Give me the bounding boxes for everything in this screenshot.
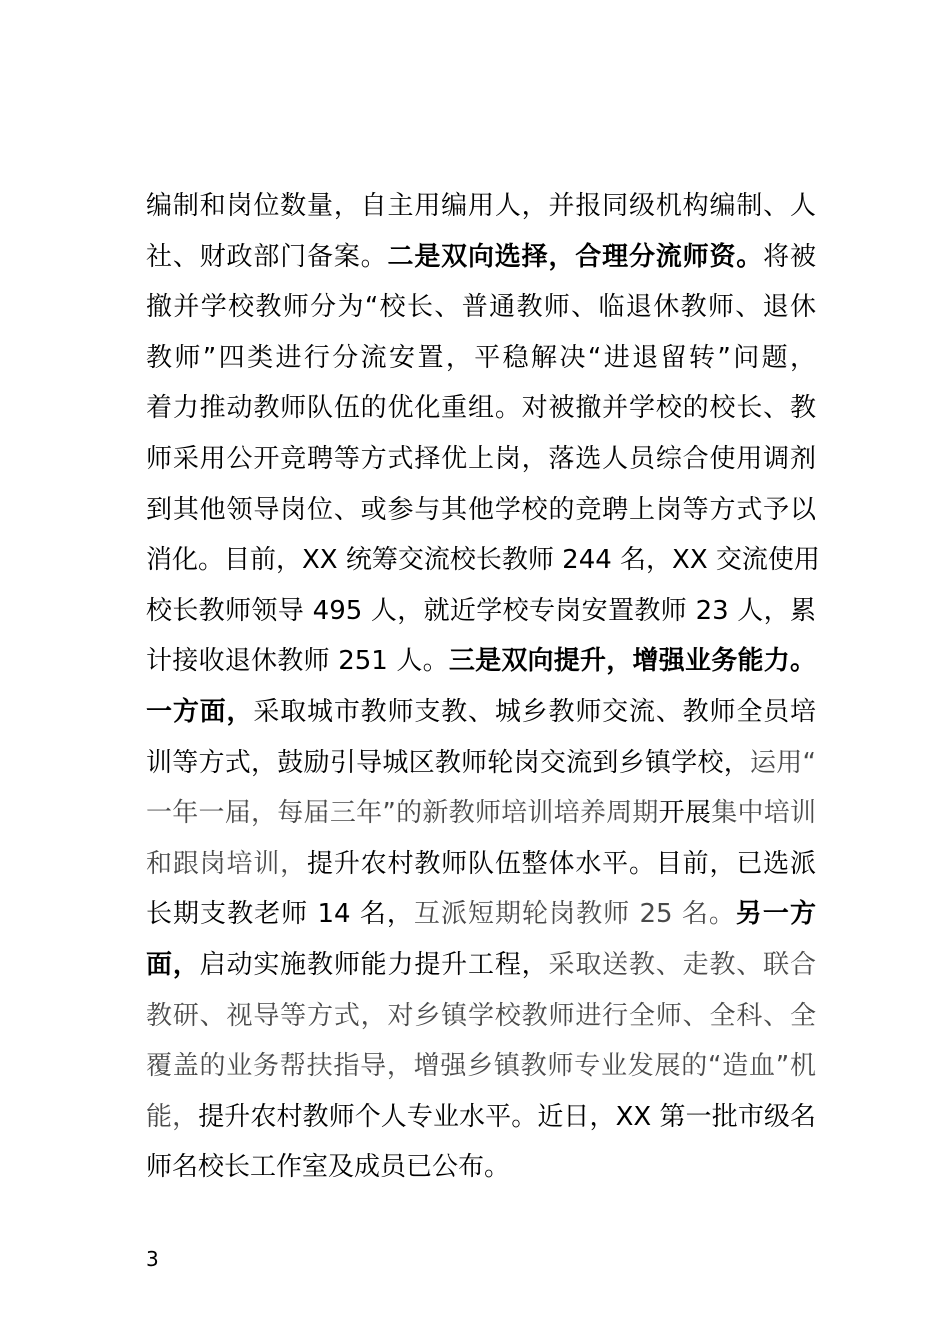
text-line: [146, 738, 816, 789]
text-run: 集中培训: [711, 798, 816, 829]
text-run: 启动实施教师能力提升工程，: [199, 949, 549, 980]
text-run: 和跟岗培训，: [146, 848, 307, 879]
text-line: [146, 991, 816, 1042]
bold-phrase: 三是双向提升，增强业务能力。: [448, 646, 816, 677]
text-line: [146, 940, 816, 991]
text-line: [146, 839, 816, 890]
text-line: [146, 1092, 816, 1143]
text-run: 覆盖的业务帮扶指导，增强乡镇教师专业发展的“造血”机: [146, 1051, 816, 1082]
text-line: [146, 181, 816, 232]
text-run: 采取送教、走教、联合: [548, 949, 816, 980]
text-run: 一年一届，每届三年”的新教师培训培养周期: [146, 798, 659, 829]
bold-phrase: 面，: [146, 949, 200, 980]
body-paragraph: [146, 181, 820, 1193]
page-number: 3: [146, 1247, 159, 1271]
text-line: [146, 636, 816, 687]
text-line: [146, 383, 816, 434]
text-line: [146, 282, 816, 333]
text-run: 将被: [763, 241, 816, 272]
text-run: 长期支教老师 14 名，: [146, 899, 414, 930]
text-run: 开展: [658, 798, 712, 829]
text-line: [146, 788, 816, 839]
text-run: 运用“: [749, 747, 816, 778]
text-run: 训等方式，鼓励引导城区教师轮岗交流到乡镇学校，: [146, 747, 750, 778]
text-run: 互派短期轮岗教师 25 名。: [413, 899, 736, 930]
text-line: [146, 889, 816, 940]
text-line: [146, 687, 816, 738]
text-run: 计接收退休教师 251 人。: [146, 646, 449, 677]
text-line: [146, 535, 820, 586]
text-run: 师名校长工作室及成员已公布。: [146, 1152, 511, 1183]
text-run: 校长教师领导 495 人，就近学校专岗安置教师 23 人，累: [146, 595, 816, 626]
text-line: [146, 434, 816, 485]
text-line: [146, 485, 816, 536]
text-run: 撤并学校教师分为“校长、普通教师、临退休教师、退休: [146, 292, 816, 323]
text-run: 教师”四类进行分流安置，平稳解决“进退留转”问题，: [146, 342, 816, 373]
bold-phrase: 二是双向选择，合理分流师资。: [387, 241, 764, 272]
text-run: 着力推动教师队伍的优化重组。对被撤并学校的校长、教: [146, 393, 816, 424]
bold-phrase: 另一方: [735, 899, 816, 930]
text-run: 到其他领导岗位、或参与其他学校的竞聘上岗等方式予以: [146, 494, 816, 525]
text-line: [146, 586, 816, 637]
text-line: [146, 1041, 816, 1092]
bold-phrase: 一方面，: [146, 696, 254, 727]
text-run: 提升农村教师队伍整体水平。目前，已选派: [307, 848, 816, 879]
text-line: [146, 1142, 816, 1193]
text-run: 消化。目前，XX 统筹交流校长教师 244 名，XX 交流使用: [146, 545, 820, 576]
text-line: [146, 333, 816, 384]
text-run: 教研、视导等方式，对乡镇学校教师进行全师、全科、全: [146, 1000, 816, 1031]
text-run: 提升农村教师个人专业水平。近日，XX 第一批市级名: [198, 1101, 816, 1132]
text-run: 编制和岗位数量，自主用编用人，并报同级机构编制、人: [146, 191, 816, 221]
text-run: 师采用公开竞聘等方式择优上岗，落选人员综合使用调剂: [146, 443, 816, 474]
text-run: 社、财政部门备案。: [146, 241, 388, 272]
text-run: 能，: [146, 1101, 199, 1132]
text-run: 采取城市教师支教、城乡教师交流、教师全员培: [253, 696, 816, 727]
text-line: [146, 232, 816, 283]
